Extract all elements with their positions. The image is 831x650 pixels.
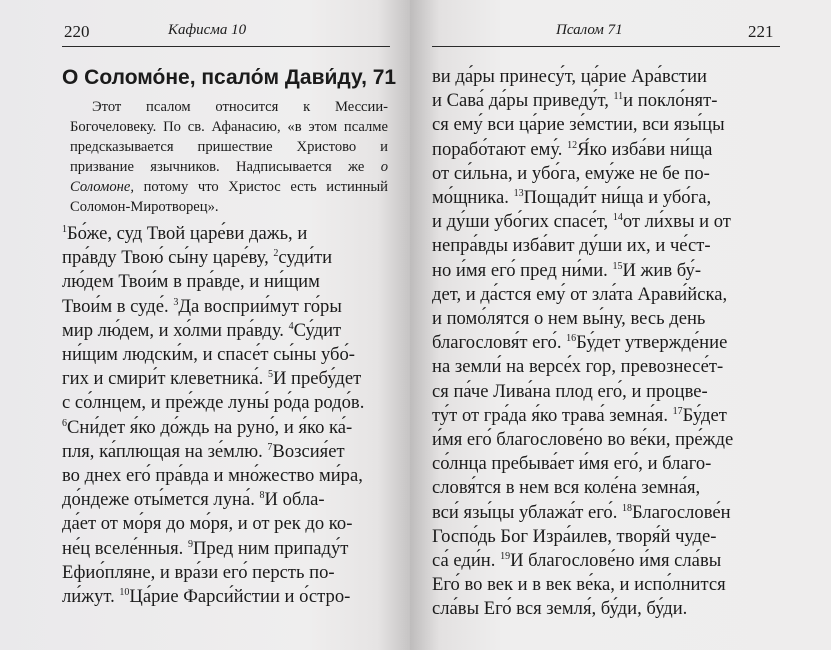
verse-text: И пребу́дет [272, 368, 362, 390]
text-line [432, 549, 777, 573]
note-text: Этот псалом относится к Мессии-Богочеловеку. По св. Афанасию, «в этом псалме предсказывается пришествие Христово и призвание язычников. Надписывается же [70, 99, 388, 175]
verse-number: 7 [267, 441, 273, 453]
text-line [432, 234, 777, 258]
right-header [748, 22, 774, 42]
right-page [410, 0, 831, 650]
verse-text: Возсия́ет [272, 440, 345, 462]
header-rule [62, 46, 390, 47]
verse-text: Бо́же, суд Твой царе́ви дажь, и [67, 223, 308, 244]
verse-text: дет, и да́стся ему́ от зла́та Арави́йска, [432, 283, 728, 305]
text-line [432, 452, 777, 476]
text-line [432, 307, 777, 331]
verse-text: со́лнца пребыва́ет и́мя его́, и благо- [432, 453, 712, 475]
text-line [432, 428, 777, 452]
text-line [432, 283, 777, 307]
verse-text: ся па́че Лива́на плод его́, и процве- [432, 380, 708, 402]
verse-text: Су́дит [293, 319, 342, 341]
page-number: 221 [748, 22, 774, 41]
verse-text: ви да́ры принесу́т, ца́рие Ара́встии [432, 66, 708, 87]
text-line [432, 404, 777, 428]
verse-number: 14 [612, 212, 623, 224]
psalm-title: О Соломо́не, псало́м Дави́ду, 71 [62, 66, 397, 89]
verse-text: словя́тся в нем вся коле́на земна́я, [432, 477, 701, 499]
verse-text: Благослове́н [632, 501, 731, 523]
verse-number: 8 [259, 490, 265, 502]
verse-text: мир лю́дем, и хо́лми пра́вду. [62, 319, 289, 341]
verse-text: И благослове́но и́мя сла́вы [510, 550, 722, 572]
verse-number: 15 [612, 260, 623, 272]
text-line [62, 585, 385, 609]
verse-number: 18 [622, 502, 632, 514]
verse-number: 12 [567, 139, 578, 151]
verse-text: непра́вды изба́вит ду́ши их, и че́ст- [432, 235, 711, 257]
verse-text: Я́ко изба́ви ни́ща [577, 138, 713, 160]
verse-text: и помо́лятся о нем вы́ну, весь день [432, 308, 706, 330]
text-line [432, 186, 777, 210]
note-italic: о Соломоне, [70, 159, 388, 195]
text-line [432, 162, 777, 186]
text-line [432, 259, 777, 283]
note-text-end: потому что Христос есть истинный Соломон-Миротворец». [70, 179, 388, 215]
text-line [432, 89, 777, 113]
text-line [62, 416, 385, 440]
verse-text: Бу́дет утвержде́ние [576, 332, 728, 354]
verse-text: но и́мя его́ пред ни́ми. [432, 259, 613, 281]
text-line [62, 343, 385, 367]
verse-text: Твои́м в суде́. [62, 295, 174, 317]
verse-text: мо́щника. [432, 187, 514, 209]
verse-number: 10 [119, 587, 130, 599]
text-line [62, 270, 385, 294]
text-line [432, 355, 777, 379]
text-line [62, 561, 385, 585]
verse-text: на земли́ на версе́х гор, превознесе́т- [432, 356, 724, 378]
verse-number: 19 [500, 551, 511, 563]
verse-text: да́ет от мо́ря до мо́ря, и от рек до ко- [62, 513, 353, 535]
verse-text: Пощади́т ни́ща и убо́га, [523, 187, 712, 209]
verse-text: ли́жут. [62, 586, 120, 608]
page-number: 220 [64, 22, 90, 41]
text-line [62, 319, 385, 343]
verse-number: 9 [187, 538, 193, 550]
header-rule [432, 46, 780, 47]
psalm-text [432, 65, 777, 622]
verse-number: 3 [173, 296, 179, 308]
text-line [432, 210, 777, 234]
verse-text: гих и смири́т клеветника́. [62, 368, 268, 390]
verse-number: 11 [613, 91, 624, 103]
verse-text: и Сава́ да́ры приведу́т, [432, 90, 614, 112]
psalm-text [62, 222, 385, 609]
verse-text: ту́т от гра́да я́ко трава́ земна́я. [432, 404, 673, 426]
text-line [62, 246, 385, 270]
text-line [432, 113, 777, 137]
text-line [62, 464, 385, 488]
verse-text: до́ндеже оты́мется луна́. [62, 489, 260, 511]
verse-number: 6 [62, 417, 67, 429]
verse-text: Госпо́дь Бог Изра́илев, творя́й чуде- [432, 525, 717, 547]
verse-text: ся ему́ вси ца́рие зе́мстии, вси язы́цы [432, 114, 725, 136]
text-line [62, 440, 385, 464]
verse-number: 1 [62, 224, 67, 235]
text-line [432, 138, 777, 162]
running-head: Псалом 71 [556, 22, 623, 38]
psalm-introduction [70, 97, 388, 217]
verse-text: са́ еди́н. [432, 550, 501, 572]
verse-text: Ефио́пляне, и вра́зи его́ персть по- [62, 561, 335, 583]
verse-text: благословя́т его́. [432, 332, 567, 354]
verse-text: И жив бу́- [622, 259, 702, 281]
text-line [432, 65, 777, 89]
verse-number: 13 [513, 188, 524, 200]
verse-text: и́мя его́ благослове́но во ве́ки, пре́жде [432, 429, 734, 451]
text-line [62, 367, 385, 391]
verse-text: от си́льна, и убо́га, ему́же не бе по- [432, 162, 710, 184]
text-line [432, 380, 777, 404]
verse-number: 5 [267, 369, 273, 381]
running-head: Кафисма 10 [168, 22, 247, 38]
left-page [0, 0, 410, 650]
text-line [62, 488, 385, 512]
verse-number: 4 [288, 320, 294, 332]
text-line [432, 573, 777, 597]
verse-text: с со́лнцем, и пре́жде луны́ ро́да родо́в. [62, 392, 365, 414]
verse-text: сла́вы Его́ вся земля́, бу́ди, бу́ди. [432, 598, 688, 620]
verse-number: 2 [273, 248, 279, 260]
text-line [432, 331, 777, 355]
verse-text: ни́щим людски́м, и спасе́т сы́ны убо́- [62, 344, 355, 366]
verse-text: во днех его́ пра́вда и мно́жество ми́ра, [62, 465, 363, 487]
text-line [432, 597, 777, 621]
verse-text: Да восприи́мут го́ры [178, 295, 342, 317]
verse-text: вси́ язы́цы ублажа́т его́. [432, 501, 622, 523]
left-header [64, 22, 90, 42]
text-line [432, 476, 777, 500]
text-line [62, 537, 385, 561]
text-line [432, 501, 777, 525]
verse-text: порабо́тают ему́. [432, 138, 568, 160]
verse-number: 16 [566, 333, 577, 345]
verse-text: и ду́ши убо́гих спасе́т, [432, 211, 613, 233]
verse-text: Его́ во век и в век ве́ка, и испо́лнится [432, 574, 726, 596]
verse-text: и покло́нят- [623, 90, 718, 112]
verse-text: от ли́хвы и от [622, 211, 731, 233]
verse-text: Пред ним припаду́т [192, 537, 349, 559]
text-line [432, 525, 777, 549]
text-line [62, 295, 385, 319]
text-line [62, 512, 385, 536]
verse-number: 17 [672, 405, 683, 417]
verse-text: не́ц вселе́нныя. [62, 537, 188, 559]
text-line [62, 391, 385, 415]
text-line [62, 222, 385, 246]
verse-text: Бу́дет [682, 404, 727, 426]
verse-text: пля, ка́плющая на зе́млю. [62, 440, 268, 462]
verse-text: пра́вду Твою́ сы́ну царе́ву, [62, 247, 274, 269]
verse-text: лю́дем Твои́м в пра́вде, и ни́щим [62, 271, 320, 293]
verse-text: И обла- [264, 489, 325, 511]
verse-text: Ца́рие Фарси́йстии и о́стро- [129, 586, 351, 608]
verse-text: суди́ти [278, 247, 333, 269]
verse-text: Сни́дет я́ко до́ждь на руно́, и я́ко ка́- [67, 416, 353, 438]
